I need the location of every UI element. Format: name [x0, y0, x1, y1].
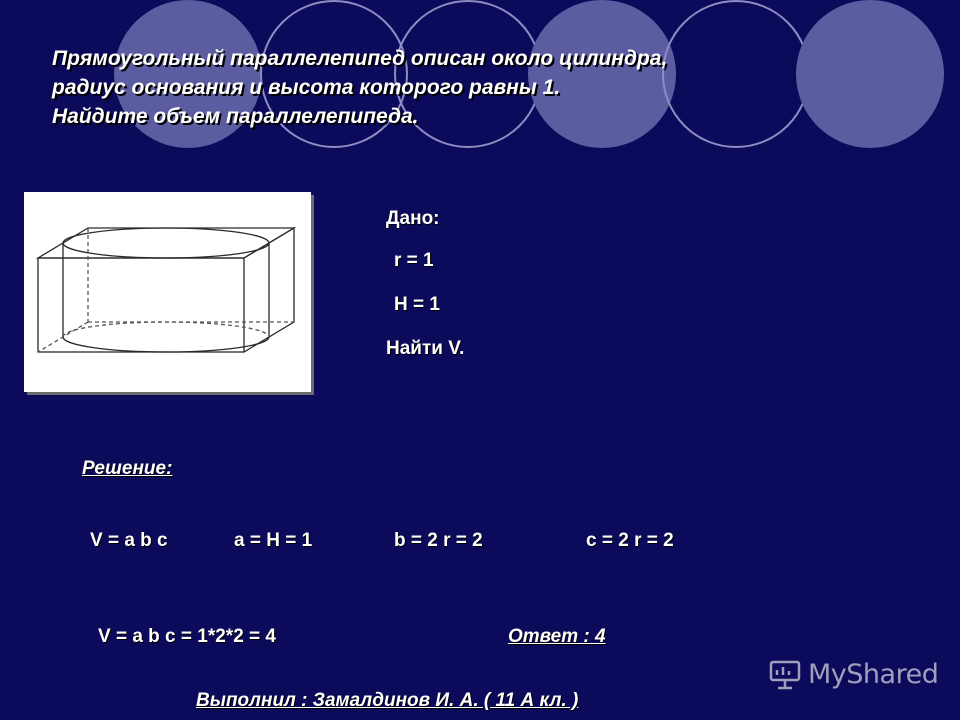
cylinder-in-box-drawing [24, 192, 311, 392]
problem-line: Найдите объем параллелепипеда. [52, 105, 419, 128]
answer: Ответ : 4 [508, 626, 606, 647]
volume-formula: V = a b c [90, 530, 168, 551]
presentation-board-icon [768, 657, 802, 691]
box-top-face [38, 228, 294, 258]
solution-heading: Решение: [82, 458, 173, 479]
given-height: H = 1 [394, 294, 440, 315]
cylinder-in-box-figure [24, 192, 311, 392]
box-hidden-edges [38, 228, 294, 352]
side-c: c = 2 r = 2 [586, 530, 674, 551]
cylinder-bottom-back [63, 322, 269, 337]
cylinder-top-ellipse [63, 228, 269, 258]
logo-text: MyShared [808, 658, 939, 690]
problem-line: Прямоугольный параллелепипед описан около цилиндра, [52, 47, 668, 70]
problem-line: радиус основания и высота которого равны 1. [52, 76, 561, 99]
given-heading: Дано: [386, 208, 440, 229]
find-volume: Найти V. [386, 338, 465, 359]
side-b: b = 2 r = 2 [394, 530, 483, 551]
side-a: a = H = 1 [234, 530, 313, 551]
box-front-face [38, 258, 244, 352]
myshared-logo [768, 656, 938, 692]
given-radius: r = 1 [394, 250, 434, 271]
problem-statement [52, 44, 912, 131]
volume-calculation: V = a b c = 1*2*2 = 4 [98, 626, 276, 647]
cylinder-bottom-front [63, 337, 269, 352]
author-credit: Выполнил : Замалдинов И. А. ( 11 А кл. ) [196, 690, 579, 711]
